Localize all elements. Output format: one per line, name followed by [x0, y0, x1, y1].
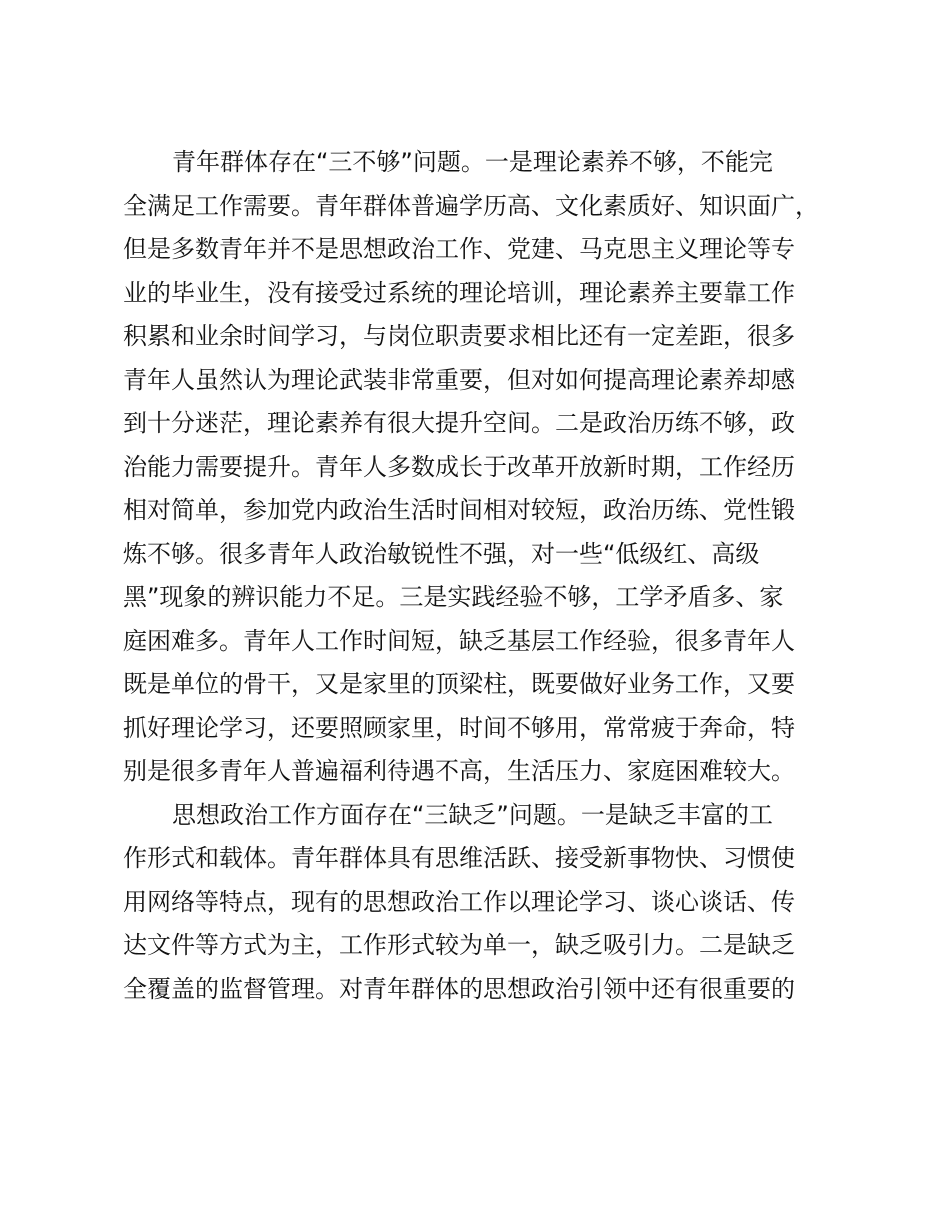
- paragraph-2-line-3: 用网络等特点，现有的思想政治工作以理论学习、谈心谈话、传: [123, 887, 795, 916]
- paragraph-1-line-9: 相对简单，参加党内政治生活时间相对较短，政治历练、党性锻: [123, 496, 795, 524]
- paragraph-1-line-1: 青年群体存在“三不够”问题。一是理论素养不够，不能完: [172, 148, 773, 176]
- body-text: [123, 141, 833, 1011]
- paragraph-1-line-14: 抓好理论学习，还要照顾家里，时间不够用，常常疲于奔命，特: [123, 713, 795, 742]
- paragraph-2-line-4: 达文件等方式为主，工作形式较为单一，缺乏吸引力。二是缺乏: [123, 931, 795, 959]
- paragraph-2-line-1: 思想政治工作方面存在“三缺乏”问题。一是缺乏丰富的工: [172, 800, 773, 829]
- paragraph-1-line-7: 到十分迷茫，理论素养有很大提升空间。二是政治历练不够，政: [123, 409, 795, 437]
- paragraph-1-line-13: 既是单位的骨干，又是家里的顶梁柱，既要做好业务工作，又要: [123, 670, 795, 698]
- paragraph-1-line-15: 别是很多青年人普遍福利待遇不高，生活压力、家庭困难较大。: [123, 757, 795, 785]
- paragraph-2-line-2: 作形式和载体。青年群体具有思维活跃、接受新事物快、习惯使: [123, 844, 795, 872]
- paragraph-1-line-10: 炼不够。很多青年人政治敏锐性不强，对一些“低级红、高级: [123, 539, 760, 568]
- paragraph-1-line-6: 青年人虽然认为理论武装非常重要，但对如何提高理论素养却感: [123, 365, 795, 394]
- paragraph-1-line-4: 业的毕业生，没有接受过系统的理论培训，理论素养主要靠工作: [123, 278, 795, 307]
- paragraph-2-line-5: 全覆盖的监督管理。对青年群体的思想政治引领中还有很重要的: [123, 974, 795, 1003]
- paragraph-1-line-12: 庭困难多。青年人工作时间短，缺乏基层工作经验，很多青年人: [123, 626, 795, 655]
- paragraph-1-line-11: 黑”现象的辨识能力不足。三是实践经验不够，工学矛盾多、家: [123, 583, 784, 611]
- paragraph-1-line-5: 积累和业余时间学习，与岗位职责要求相比还有一定差距，很多: [123, 322, 795, 350]
- paragraph-1-line-3: 但是多数青年并不是思想政治工作、党建、马克思主义理论等专: [123, 235, 795, 263]
- paragraph-1-line-2: 全满足工作需要。青年群体普遍学历高、文化素质好、知识面广，: [123, 191, 819, 220]
- paragraph-1-line-8: 治能力需要提升。青年人多数成长于改革开放新时期，工作经历: [123, 452, 795, 481]
